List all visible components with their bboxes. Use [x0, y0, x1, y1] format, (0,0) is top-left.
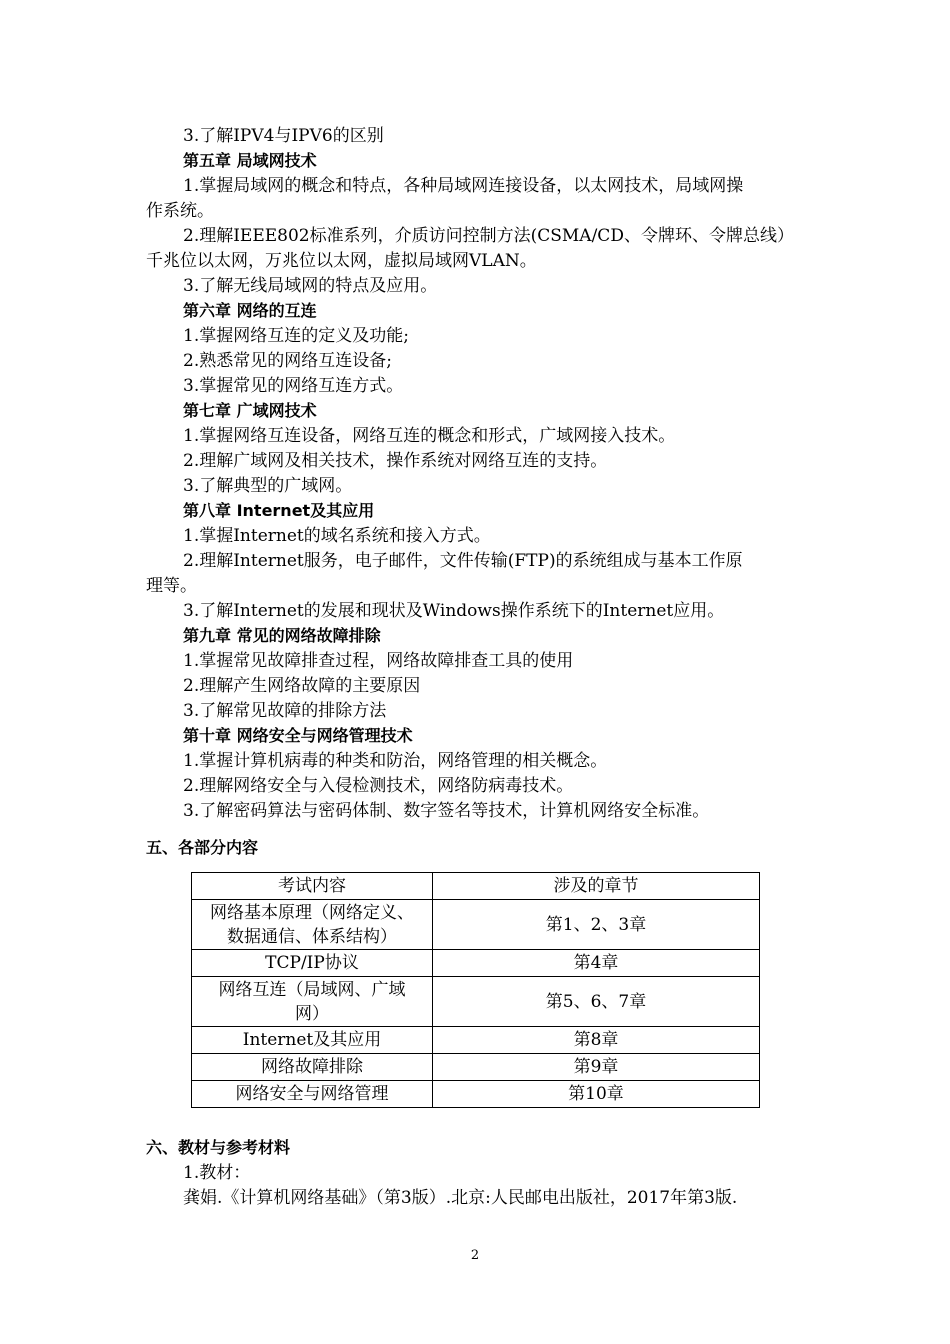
cell-text-line: 网络互连（局域网、广域: [218, 979, 406, 1000]
table-row: [192, 1081, 760, 1108]
table-row: [192, 950, 760, 977]
line-ch5-1-cont: 作系统。: [146, 201, 214, 221]
line-ch8-2: 2.理解Internet服务，电子邮件，文件传输(FTP)的系统组成与基本工作原: [183, 551, 743, 571]
table-cell-content: [192, 977, 433, 1027]
table-cell-chapters: 第10章: [433, 1081, 760, 1108]
chapter-9-heading: 第九章 常见的网络故障排除: [183, 626, 381, 645]
line-ipv4-ipv6: 3.了解IPV4与IPV6的区别: [183, 126, 384, 146]
textbook-label: 1.教材：: [183, 1163, 251, 1183]
line-ch9-1: 1.掌握常见故障排查过程，网络故障排查工具的使用: [183, 651, 574, 671]
page-number: 2: [470, 1248, 480, 1263]
chapter-8-heading: 第八章 Internet及其应用: [183, 501, 375, 520]
table-row: [192, 900, 760, 950]
section-5-title: 五、各部分内容: [146, 838, 259, 857]
line-ch10-3: 3.了解密码算法与密码体制、数字签名等技术，计算机网络安全标准。: [183, 801, 710, 821]
cell-text-line: 数据通信、体系结构）: [227, 926, 397, 947]
line-ch10-1: 1.掌握计算机病毒的种类和防治，网络管理的相关概念。: [183, 751, 608, 771]
line-ch5-2-cont: 千兆位以太网，万兆位以太网，虚拟局域网VLAN。: [146, 251, 537, 271]
line-ch5-2: 2.理解IEEE802标准系列，介质访问控制方法(CSMA/CD、令牌环、令牌总线）: [183, 226, 794, 246]
line-ch9-3: 3.了解常见故障的排除方法: [183, 701, 387, 721]
line-ch10-2: 2.理解网络安全与入侵检测技术，网络防病毒技术。: [183, 776, 574, 796]
line-ch7-1: 1.掌握网络互连设备，网络互连的概念和形式，广域网接入技术。: [183, 426, 676, 446]
table-row: [192, 1054, 760, 1081]
table-header-chapters: 涉及的章节: [433, 873, 760, 900]
line-ch7-2: 2.理解广域网及相关技术，操作系统对网络互连的支持。: [183, 451, 608, 471]
line-ch6-2: 2.熟悉常见的网络互连设备;: [183, 351, 392, 371]
table-cell-chapters: 第9章: [433, 1054, 760, 1081]
line-ch7-3: 3.了解典型的广域网。: [183, 476, 353, 496]
exam-content-table: [191, 872, 760, 1108]
table-cell-content: 网络安全与网络管理: [192, 1081, 433, 1108]
cell-text-line: 网络基本原理（网络定义、: [210, 902, 414, 923]
line-ch9-2: 2.理解产生网络故障的主要原因: [183, 676, 421, 696]
line-ch6-3: 3.掌握常见的网络互连方式。: [183, 376, 404, 396]
table-cell-chapters: 第5、6、7章: [433, 977, 760, 1027]
chapter-5-heading: 第五章 局域网技术: [183, 151, 317, 170]
table-cell-chapters: 第8章: [433, 1027, 760, 1054]
line-ch6-1: 1.掌握网络互连的定义及功能;: [183, 326, 409, 346]
line-ch8-2-cont: 理等。: [146, 576, 197, 596]
table-cell-chapters: 第4章: [433, 950, 760, 977]
table-cell-content: 网络故障排除: [192, 1054, 433, 1081]
line-ch5-3: 3.了解无线局域网的特点及应用。: [183, 276, 438, 296]
table-cell-chapters: 第1、2、3章: [433, 900, 760, 950]
line-ch5-1: 1.掌握局域网的概念和特点，各种局域网连接设备，以太网技术，局域网操: [183, 176, 744, 196]
table-row: [192, 977, 760, 1027]
chapter-10-heading: 第十章 网络安全与网络管理技术: [183, 726, 413, 745]
table-cell-content: [192, 900, 433, 950]
table-row: [192, 1027, 760, 1054]
table-cell-content: TCP/IP协议: [192, 950, 433, 977]
cell-text-line: 网）: [295, 1003, 329, 1024]
line-ch8-3: 3.了解Internet的发展和现状及Windows操作系统下的Internet应用。: [183, 601, 725, 621]
table-cell-content: Internet及其应用: [192, 1027, 433, 1054]
chapter-6-heading: 第六章 网络的互连: [183, 301, 317, 320]
table-header-row: [192, 873, 760, 900]
section-6-title: 六、教材与参考材料: [146, 1138, 291, 1157]
line-ch8-1: 1.掌握Internet的域名系统和接入方式。: [183, 526, 491, 546]
table-header-content: 考试内容: [192, 873, 433, 900]
chapter-7-heading: 第七章 广域网技术: [183, 401, 317, 420]
textbook-reference: 龚娟.《计算机网络基础》（第3版）.北京:人民邮电出版社，2017年第3版.: [183, 1188, 738, 1208]
